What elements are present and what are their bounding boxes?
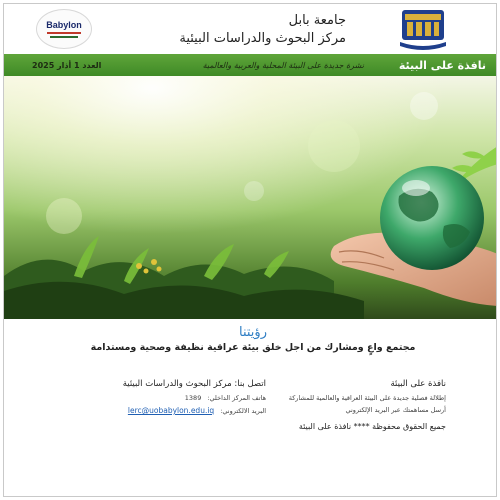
copyright-text: جميع الحقوق محفوظة **** نافذة على البيئة — [298, 422, 446, 431]
footer-about — [246, 378, 446, 432]
about-heading: نافذة على البيئة — [390, 379, 446, 389]
logo-stripe-red — [47, 32, 81, 34]
newsletter-page — [3, 3, 497, 497]
university-crest-icon — [396, 8, 450, 50]
center-name: مركز البحوث والدراسات البيئية — [179, 31, 346, 46]
hero-image — [4, 76, 496, 319]
about-line-1: إطلالة فصلية جديدة على البيئة العراقية والعالمية للمشاركة — [288, 394, 446, 402]
university-name: جامعة بابل — [288, 13, 346, 28]
issue-info: العدد 1 أذار 2025 — [32, 60, 102, 70]
hand-globe-icon — [4, 76, 496, 319]
contact-heading: اتصل بنا: مركز البحوث والدراسات البيئية — [122, 379, 266, 389]
vision-section — [32, 323, 474, 367]
phone-value: 1389 — [184, 394, 202, 402]
email-link[interactable]: lerc@uobabylon.edu.iq — [127, 406, 215, 415]
newsletter-title: نافذة على البيئة — [398, 58, 486, 72]
babylon-logo-text: Babylon — [46, 20, 82, 30]
phone-label: هاتف المركز الداخلي: — [207, 394, 266, 402]
logo-stripe-green — [50, 36, 78, 38]
vision-title: رؤيتنا — [239, 325, 267, 340]
title-band — [4, 54, 496, 76]
babylon-logo — [36, 9, 92, 49]
email-row — [82, 406, 266, 416]
about-line-2: أرسل مساهمتك عبر البريد الإلكتروني — [345, 406, 446, 414]
newsletter-subtitle: نشرة جديدة على البيئة المحلية والعربية والعالمية — [202, 60, 364, 70]
phone-row — [82, 393, 266, 403]
footer-contact — [82, 378, 266, 416]
header — [4, 4, 496, 54]
vision-statement: مجتمع واعٍ ومشارك من اجل خلق بيئة عراقية نظيفة وصحية ومستدامة — [90, 342, 416, 353]
email-label: البريد الالكتروني: — [220, 407, 266, 415]
